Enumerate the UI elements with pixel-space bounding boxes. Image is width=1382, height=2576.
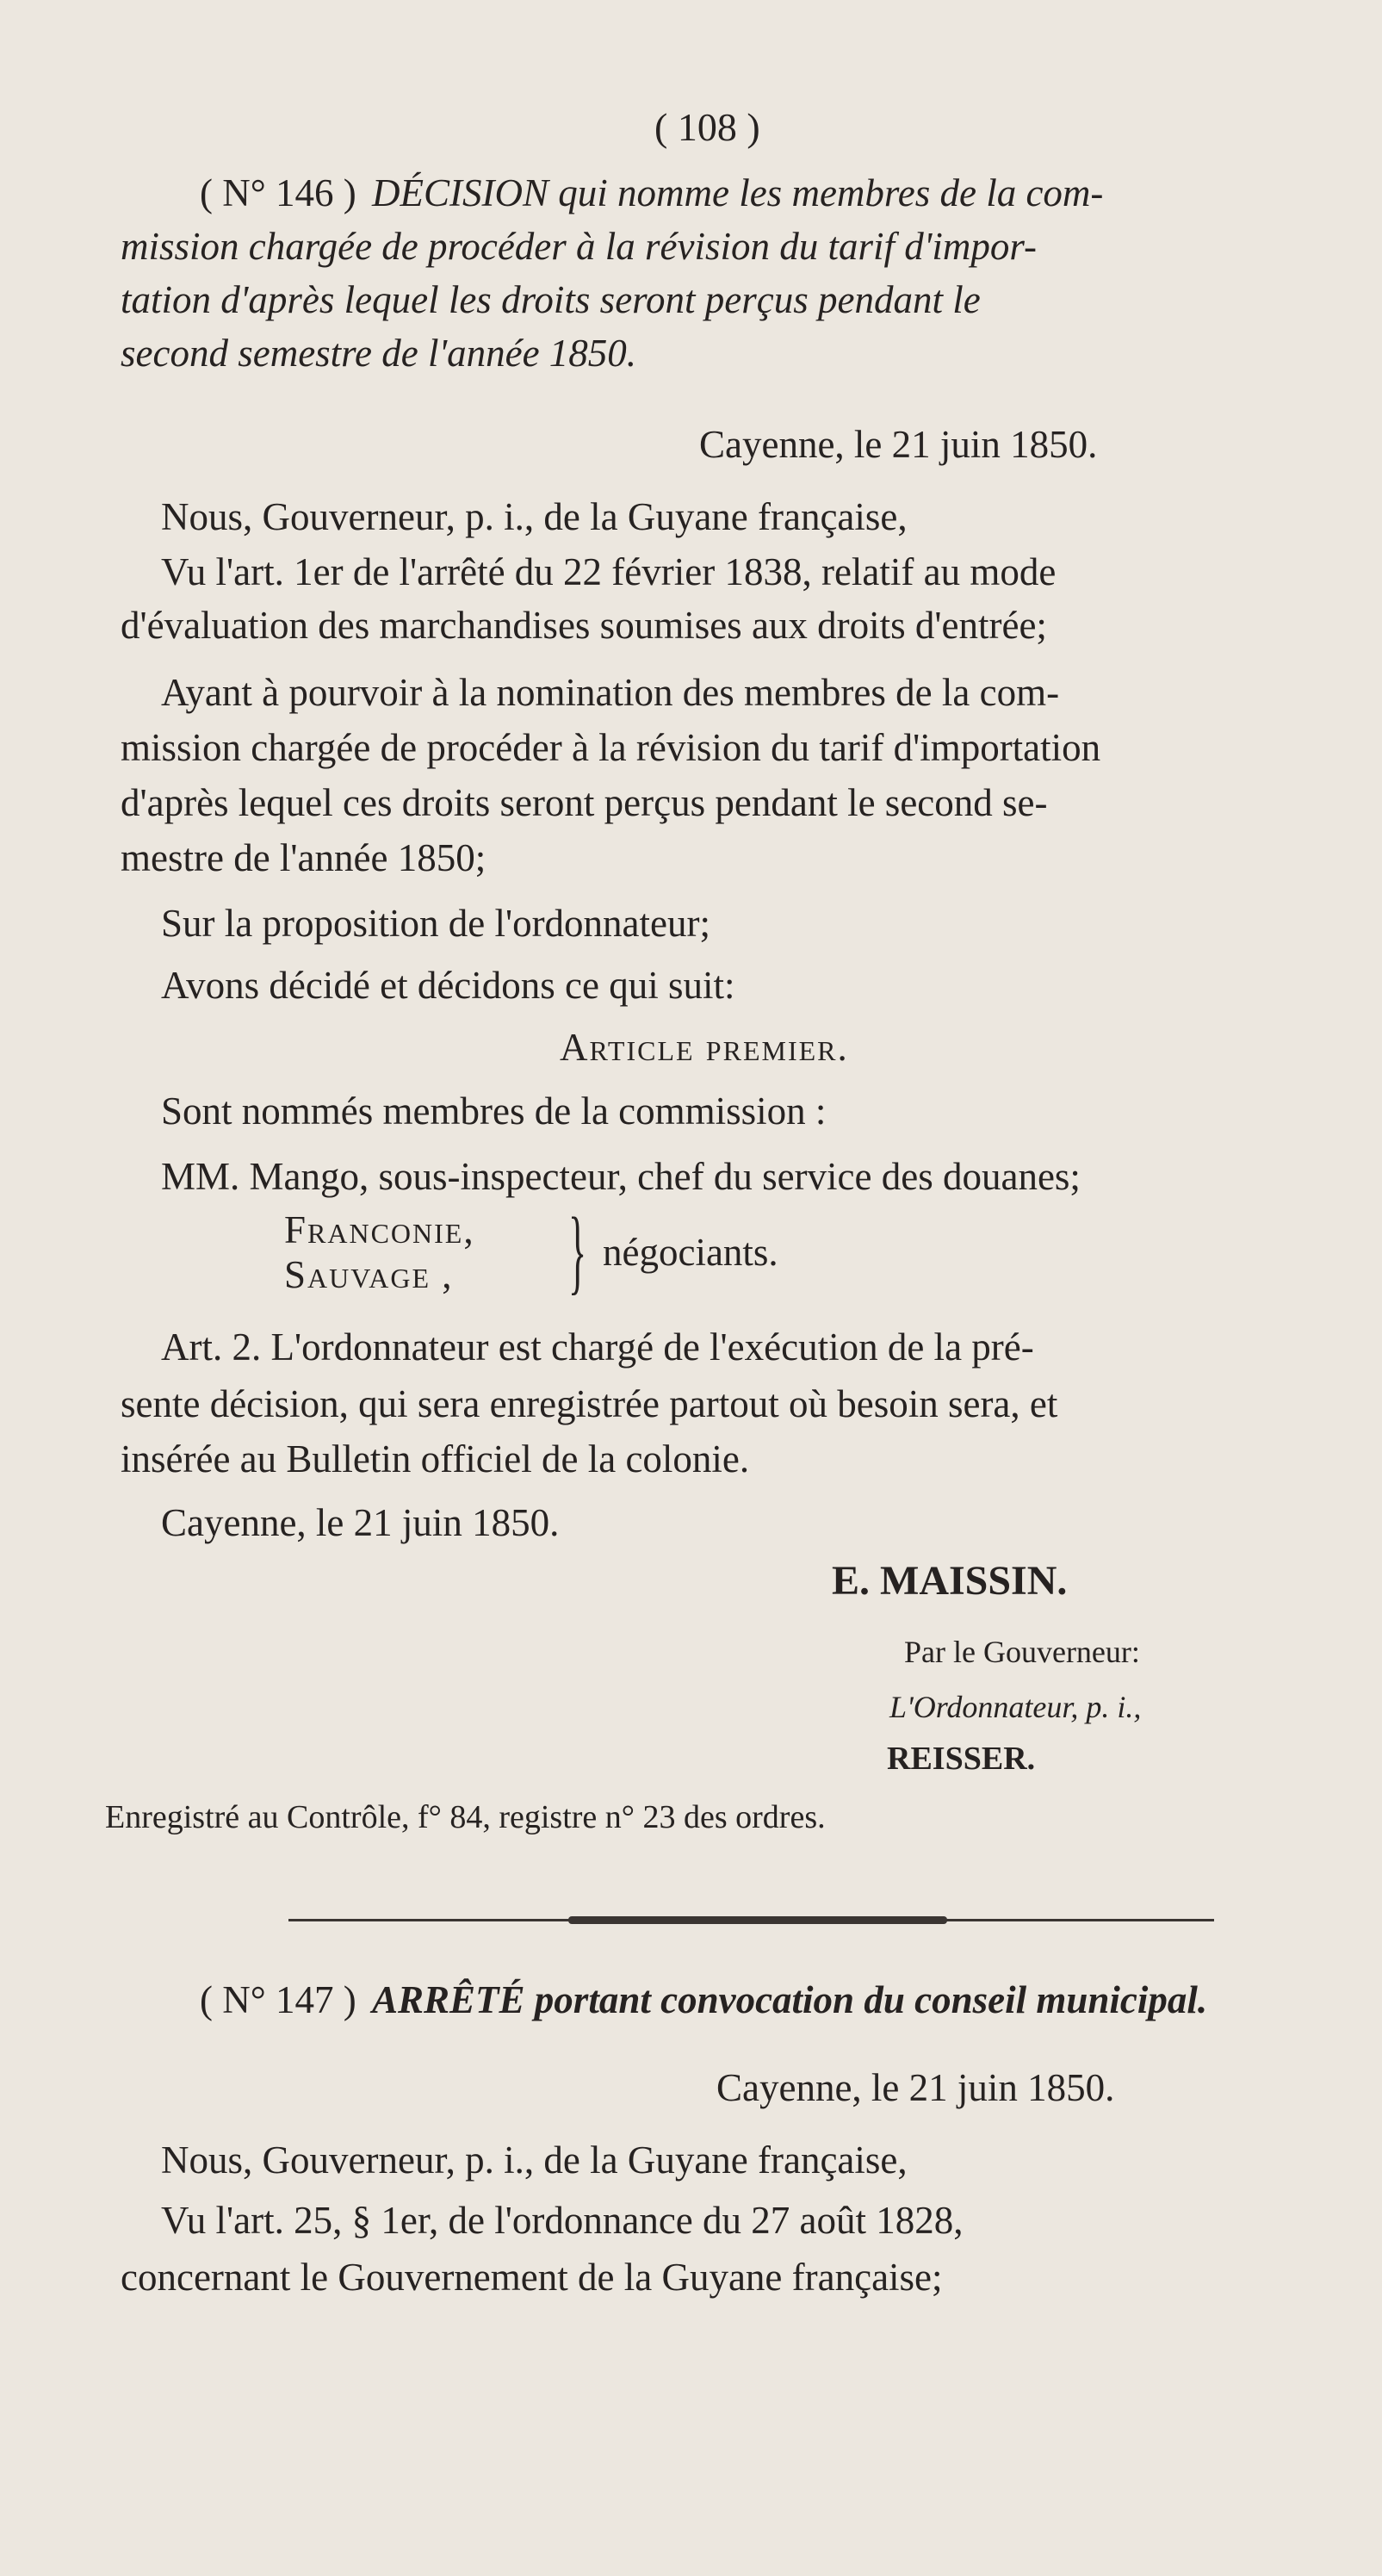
- mm-mango-line: MM. Mango, sous-inspecteur, chef du service des douanes;: [161, 1155, 1081, 1198]
- signatory-maissin: E. MAISSIN.: [832, 1558, 1068, 1604]
- arrete-title: ARRÊTÉ portant convocation du conseil municipal.: [372, 1978, 1208, 2021]
- art2-line-3: insérée au Bulletin officiel de la colonie.: [121, 1437, 750, 1480]
- decision-title-line-3: tation d'après lequel les droits seront perçus pendant le: [121, 278, 981, 321]
- decision-number: ( N° 146 ): [200, 171, 356, 214]
- decision-title-line-1: DÉCISION qui nomme les membres de la com-: [372, 171, 1104, 214]
- decision-body-line-2: d'évaluation des marchandises soumises aux droits d'entrée;: [121, 604, 1047, 647]
- art2-line-2: sente décision, qui sera enregistrée partout où besoin sera, et: [121, 1382, 1058, 1425]
- negociants-label: négociants.: [603, 1231, 778, 1274]
- closing-date: Cayenne, le 21 juin 1850.: [161, 1501, 560, 1544]
- decision-title-line-2: mission chargée de procéder à la révision du tarif d'impor-: [121, 225, 1038, 268]
- decision-body-line-6: mestre de l'année 1850;: [121, 836, 486, 879]
- signatory-reisser: REISSER.: [887, 1741, 1036, 1777]
- arrete-nous-line: Nous, Gouverneur, p. i., de la Guyane française,: [161, 2138, 908, 2182]
- par-le-gouverneur: Par le Gouverneur:: [904, 1635, 1140, 1669]
- arrete-body-line-2: concernant le Gouvernement de la Guyane française;: [121, 2256, 943, 2299]
- sauvage-name: Sauvage ,: [284, 1253, 454, 1296]
- decision-title-line-4: second semestre de l'année 1850.: [121, 332, 637, 375]
- decision-body-line-8: Avons décidé et décidons ce qui suit:: [161, 964, 735, 1007]
- arrete-body-line-1: Vu l'art. 25, § 1er, de l'ordonnance du 27 août 1828,: [161, 2199, 964, 2242]
- arrete-number: ( N° 147 ): [200, 1978, 356, 2021]
- arrete-place-date: Cayenne, le 21 juin 1850.: [716, 2066, 1115, 2109]
- decision-nous-line: Nous, Gouverneur, p. i., de la Guyane française,: [161, 495, 908, 538]
- registration-note: Enregistré au Contrôle, f° 84, registre n° 23 des ordres.: [105, 1799, 826, 1835]
- decision-body-line-4: mission chargée de procéder à la révision du tarif d'importation: [121, 726, 1101, 769]
- decision-body-line-7: Sur la proposition de l'ordonnateur;: [161, 902, 710, 945]
- franconie-name: Franconie,: [284, 1208, 475, 1251]
- decision-body-line-5: d'après lequel ces droits seront perçus pendant le second se-: [121, 781, 1048, 824]
- decision-body-line-3: Ayant à pourvoir à la nomination des membres de la com-: [161, 671, 1060, 714]
- art2-line-1: Art. 2. L'ordonnateur est chargé de l'exécution de la pré-: [161, 1325, 1034, 1369]
- ordonnateur-line: L'Ordonnateur, p. i.,: [889, 1690, 1142, 1724]
- page-number: ( 108 ): [654, 105, 760, 149]
- brace-icon: }: [568, 1198, 587, 1303]
- section-divider-ornament: [568, 1916, 947, 1924]
- decision-body-line-1: Vu l'art. 1er de l'arrêté du 22 février 1838, relatif au mode: [161, 550, 1057, 593]
- article-premier-heading: Article premier.: [560, 1026, 849, 1069]
- nommes-line: Sont nommés membres de la commission :: [161, 1089, 827, 1133]
- decision-place-date: Cayenne, le 21 juin 1850.: [699, 423, 1098, 466]
